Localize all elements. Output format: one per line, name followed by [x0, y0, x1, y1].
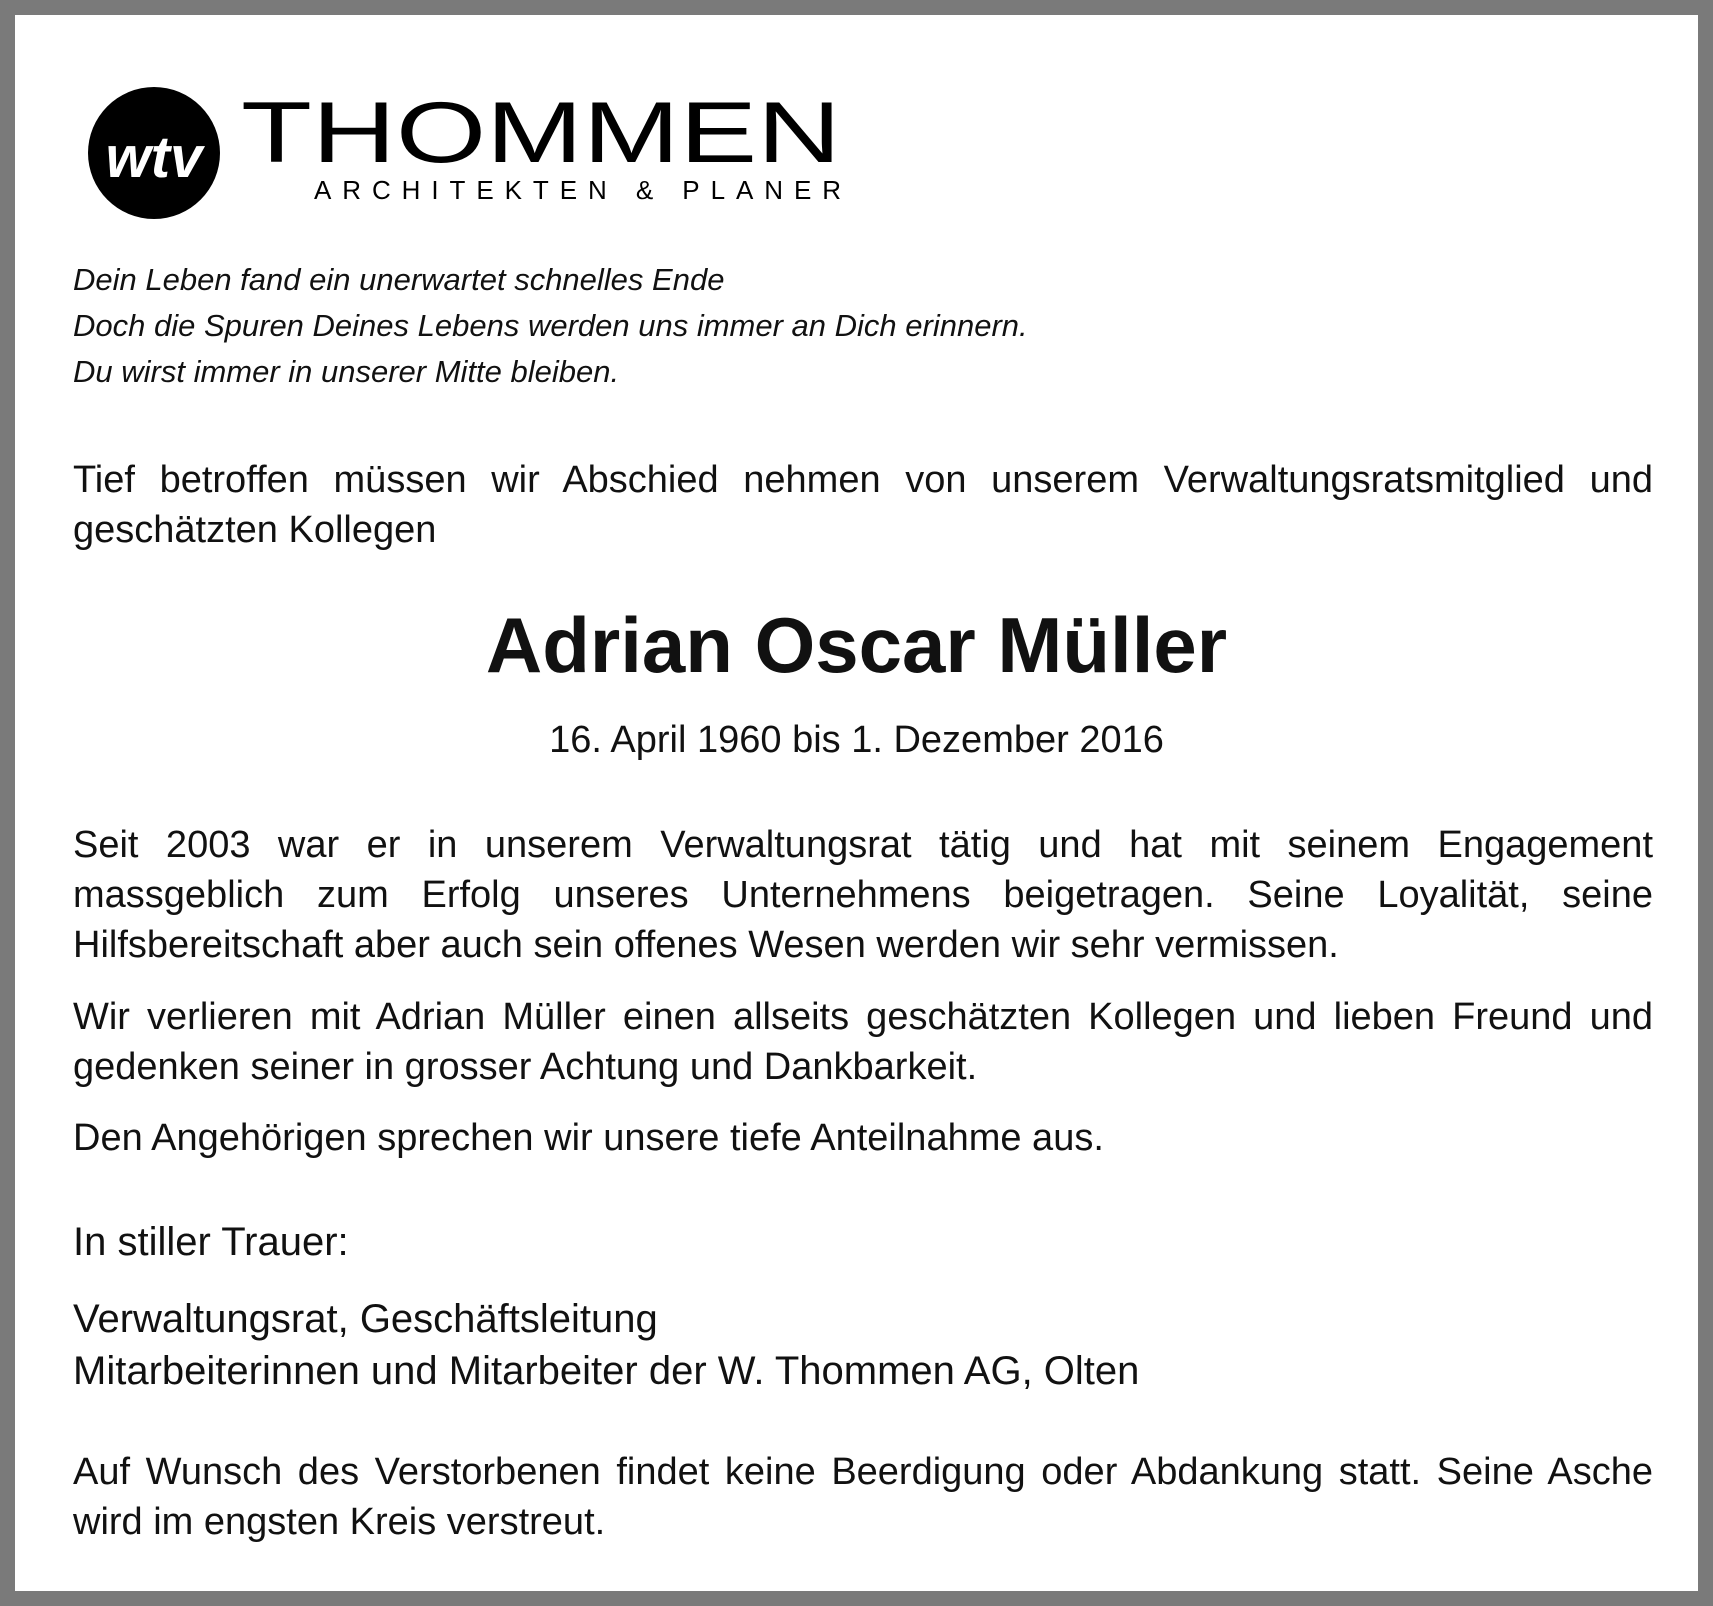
- verse-line: Dein Leben fand ein unerwartet schnelles Ende: [73, 262, 725, 297]
- intro-text: Tief betroffen müssen wir Abschied nehmen von unserem Verwaltungsratsmitglied und geschätzten Kollegen: [73, 459, 1653, 551]
- tribute-paragraph: Wir verlieren mit Adrian Müller einen allseits geschätzten Kollegen und lieben Freund und gedenken seiner in grosser Achtung und Dankbarkeit.: [73, 996, 1653, 1088]
- signer-line: Verwaltungsrat, Geschäftsleitung: [73, 1297, 658, 1341]
- logo-subtitle-text: ARCHITEKTEN & PLANER: [314, 175, 841, 205]
- life-dates: 16. April 1960 bis 1. Dezember 2016: [549, 719, 1164, 761]
- company-logo: [73, 75, 863, 225]
- tribute-paragraph: Seit 2003 war er in unserem Verwaltungsrat tätig und hat mit seinem Engagement massgeblich zum Erfolg unseres Unternehmens beigetragen. Seine Loyalität, seine Hilfsbereitschaft aber auch sein offenes Wesen werden wir sehr vermissen.: [73, 824, 1653, 966]
- deceased-name: Adrian Oscar Müller: [485, 601, 1228, 689]
- logo-emblem-text: wtv: [105, 125, 203, 190]
- logo-brand-text: THOMMEN: [241, 85, 841, 181]
- mourning-label: In stiller Trauer:: [73, 1220, 349, 1264]
- memorial-verse: [73, 257, 1653, 395]
- closing-paragraph: Auf Wunsch des Verstorbenen findet keine Beerdigung oder Abdankung statt. Seine Asche wird im engsten Kreis verstreut.: [73, 1451, 1653, 1543]
- verse-line: Doch die Spuren Deines Lebens werden uns immer an Dich erinnern.: [73, 308, 1028, 343]
- condolence-paragraph: Den Angehörigen sprechen wir unsere tiefe Anteilnahme aus.: [73, 1117, 1104, 1159]
- thommen-logo-graphic: [73, 75, 863, 225]
- signers-block: [73, 1293, 1139, 1397]
- signer-line: Mitarbeiterinnen und Mitarbeiter der W. Thommen AG, Olten: [73, 1349, 1140, 1393]
- verse-line: Du wirst immer in unserer Mitte bleiben.: [73, 354, 620, 389]
